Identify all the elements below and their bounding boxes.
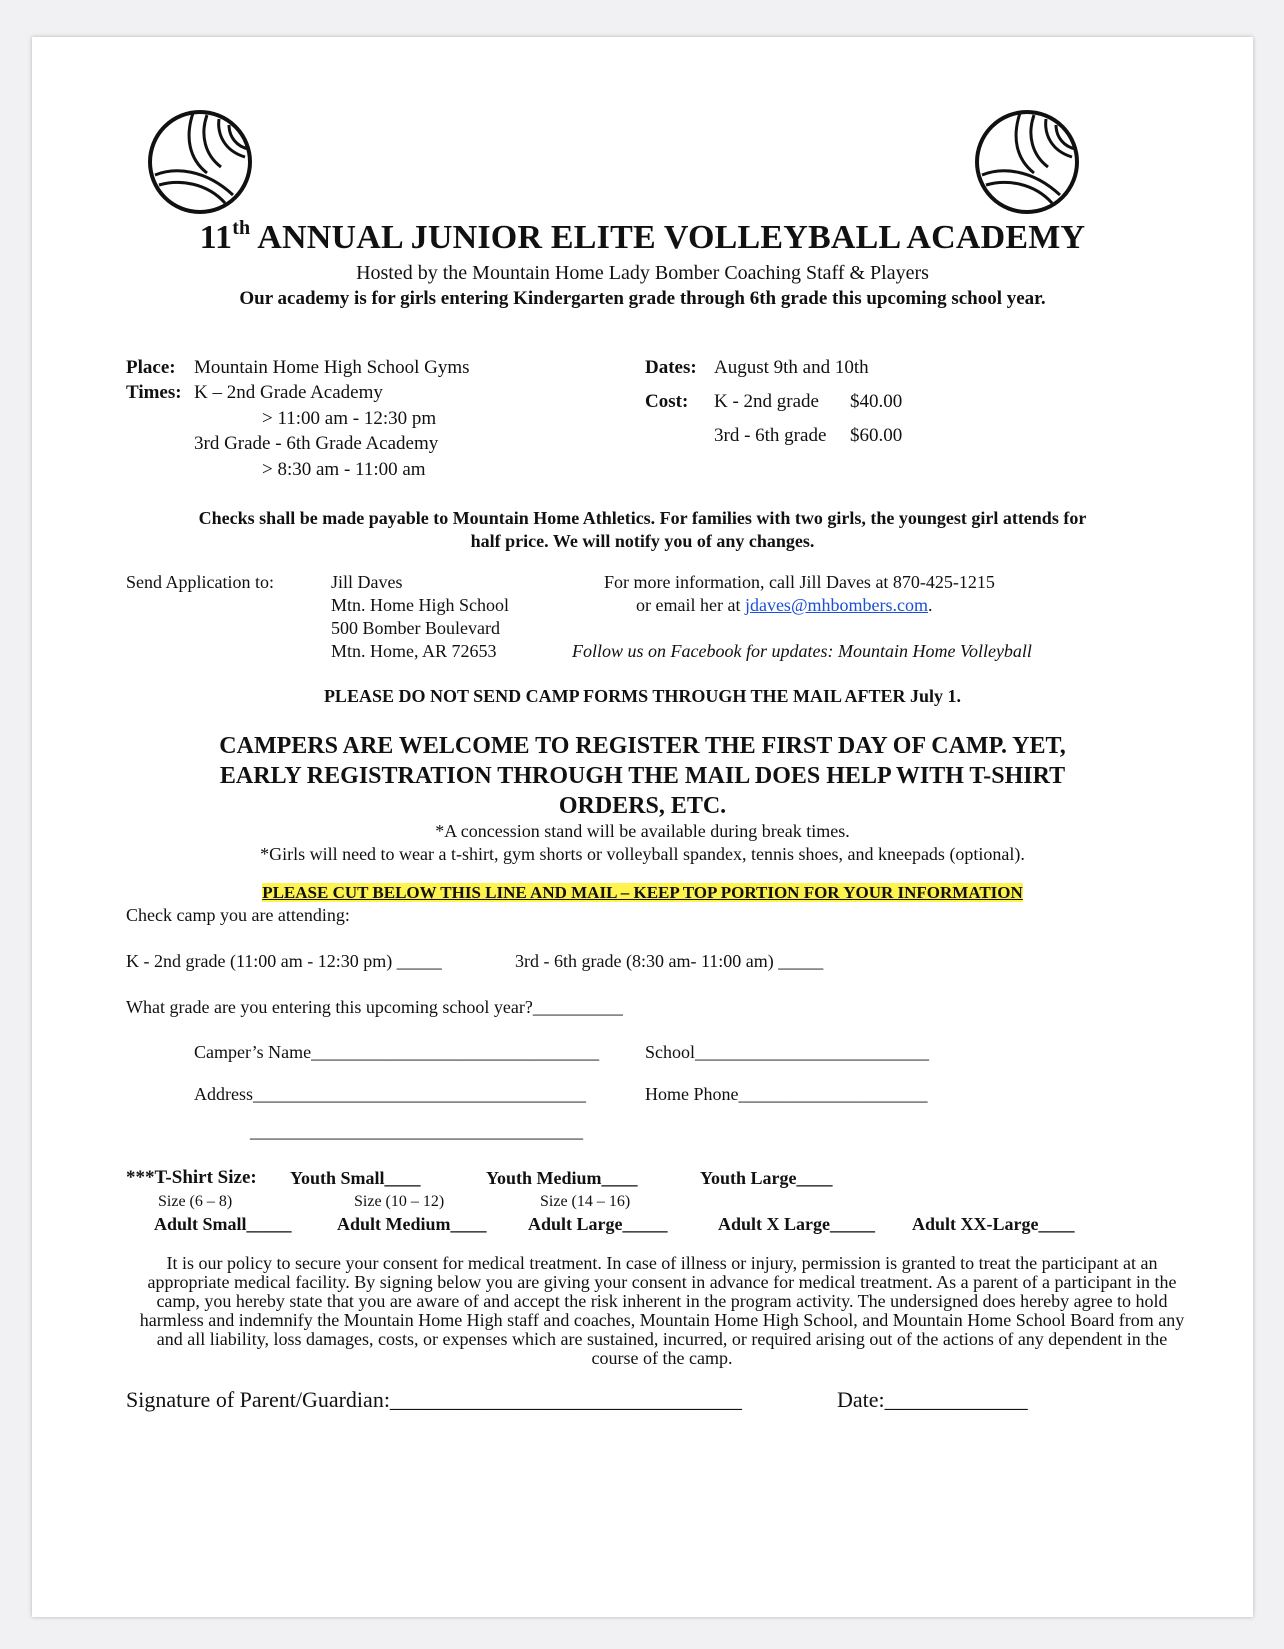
mail-notice: PLEASE DO NOT SEND CAMP FORMS THROUGH THE MAIL AFTER July 1. [323,686,962,706]
adult-small-option[interactable]: Adult Small_____ [154,1214,292,1234]
address-line-2-field[interactable]: _____________________________________ [250,1121,583,1141]
place-value: Mountain Home High School Gyms [194,357,470,378]
volleyball-icon [972,107,1082,217]
info-email: or email her at jdaves@mhbombers.com. [636,595,933,615]
checks-line-1: Checks shall be made payable to Mountain Home Athletics. For families with two girls, the youngest girl attends for [198,508,1087,528]
send-addr-3: Mtn. Home, AR 72653 [331,641,497,661]
size-medium-range: Size (10 – 12) [354,1193,445,1210]
welcome-line-1: CAMPERS ARE WELCOME TO REGISTER THE FIRST DAY OF CAMP. YET, [219,733,1066,759]
adult-large-option[interactable]: Adult Large_____ [528,1214,668,1234]
adult-medium-option[interactable]: Adult Medium____ [337,1214,487,1234]
youth-medium-option[interactable]: Youth Medium____ [486,1168,638,1188]
facebook-note: Follow us on Facebook for updates: Mountain Home Volleyball [572,641,1032,661]
school-field[interactable]: School__________________________ [645,1042,930,1062]
grade-question[interactable]: What grade are you entering this upcoming school year?__________ [126,997,623,1017]
option-k2[interactable]: K - 2nd grade (11:00 am - 12:30 pm) _____ [126,951,442,971]
hosted-by: Hosted by the Mountain Home Lady Bomber Coaching Staff & Players [356,262,929,284]
volleyball-icon [145,107,255,217]
times-36: 3rd Grade - 6th Grade Academy [194,433,439,454]
parent-signature-field[interactable]: Signature of Parent/Guardian:________________________________ [126,1387,742,1412]
adult-xl-option[interactable]: Adult X Large_____ [718,1214,875,1234]
concession-note: *A concession stand will be available during break times. [435,821,850,841]
audience-note: Our academy is for girls entering Kindergarten grade through 6th grade this upcoming school year. [239,288,1046,309]
cost-k2-grade: K - 2nd grade [714,391,819,412]
cost-36-grade: 3rd - 6th grade [714,425,827,446]
cut-line: PLEASE CUT BELOW THIS LINE AND MAIL – KEEP TOP PORTION FOR YOUR INFORMATION [262,883,1023,902]
home-phone-field[interactable]: Home Phone_____________________ [645,1084,928,1104]
adult-xxl-option[interactable]: Adult XX-Large____ [912,1214,1075,1234]
send-name: Jill Daves [331,572,403,592]
tshirt-label: ***T-Shirt Size: [126,1167,257,1188]
checks-line-2: half price. We will notify you of any changes. [470,531,815,551]
size-large-range: Size (14 – 16) [540,1193,631,1210]
send-label: Send Application to: [126,572,274,592]
campers-name-field[interactable]: Camper’s Name________________________________ [194,1042,600,1062]
attire-note: *Girls will need to wear a t-shirt, gym shorts or volleyball spandex, tennis shoes, and kneepads (optional). [260,844,1025,864]
cost-k2-price: $40.00 [850,391,903,412]
dates-label: Dates: [645,357,697,378]
document-page [32,37,1253,1617]
send-addr-1: Mtn. Home High School [331,595,509,615]
send-addr-2: 500 Bomber Boulevard [331,618,500,638]
youth-large-option[interactable]: Youth Large____ [700,1168,833,1188]
size-small-range: Size (6 – 8) [158,1193,233,1210]
check-camp-label: Check camp you are attending: [126,905,350,925]
times-36-time: > 8:30 am - 11:00 am [262,459,426,480]
welcome-line-2: EARLY REGISTRATION THROUGH THE MAIL DOES HELP WITH T-SHIRT [219,763,1066,789]
welcome-line-3: ORDERS, ETC. [558,793,727,819]
cost-36-price: $60.00 [850,425,903,446]
youth-small-option[interactable]: Youth Small____ [290,1168,421,1188]
times-k2: K – 2nd Grade Academy [194,382,383,403]
times-k2-time: > 11:00 am - 12:30 pm [262,408,437,429]
times-label: Times: [126,382,182,403]
address-field[interactable]: Address_____________________________________ [194,1084,586,1104]
cost-label: Cost: [645,391,689,412]
date-field[interactable]: Date:_____________ [837,1387,1028,1412]
email-link[interactable]: jdaves@mhbombers.com [744,595,928,615]
info-phone: For more information, call Jill Daves at 870-425-1215 [604,572,995,592]
place-label: Place: [126,357,176,378]
dates-value: August 9th and 10th [714,357,869,378]
page-title: 11th ANNUAL JUNIOR ELITE VOLLEYBALL ACADEMY [199,217,1086,256]
option-36[interactable]: 3rd - 6th grade (8:30 am- 11:00 am) _____ [515,951,824,971]
medical-consent-text: It is our policy to secure your consent for medical treatment. In case of illness or injury, permission is granted to treat the participant at an appropriate medical facility. By signing below you are giving your consent in advance for medical treatment. As a parent of a participant in the camp, you hereby state that you are aware of and accept the risk inherent in the program activity. The undersigned does hereby agree to hold harmless and indemnify the Mountain Home High staff and coaches, Mountain Home High School, and Mountain Home School Board from any and all liability, loss damages, costs, or expenses which are sustained, incurred, or required arising out of the actions of any dependent in the course of the camp. [139,1253,1185,1368]
